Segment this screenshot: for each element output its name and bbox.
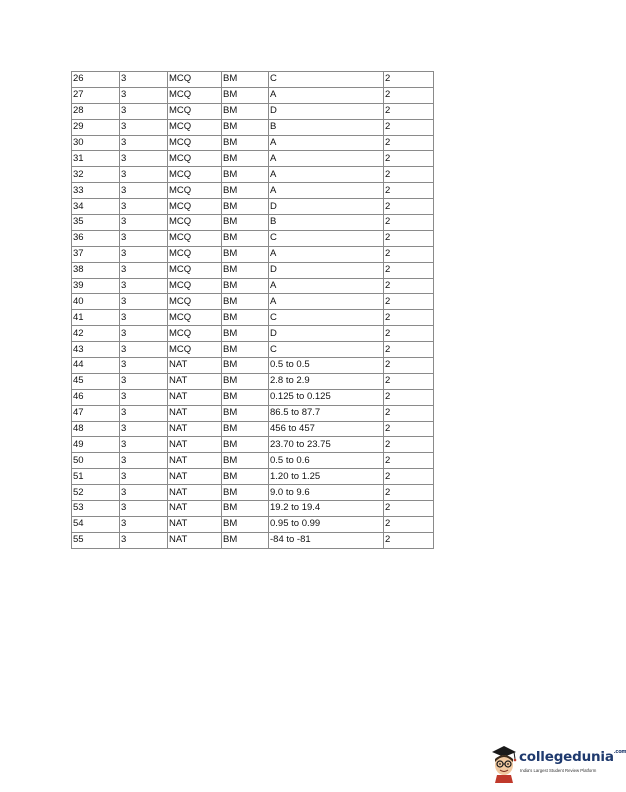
cell-question-type: NAT <box>168 421 222 437</box>
cell-section: 3 <box>120 326 168 342</box>
cell-section: 3 <box>120 294 168 310</box>
cell-question-number: 42 <box>72 326 120 342</box>
cell-question-type: MCQ <box>168 87 222 103</box>
table-row <box>72 87 434 103</box>
cell-section: 3 <box>120 167 168 183</box>
cell-section: 3 <box>120 135 168 151</box>
cell-category: BM <box>222 103 269 119</box>
cell-category: BM <box>222 405 269 421</box>
cell-marks: 2 <box>384 326 434 342</box>
cell-question-type: MCQ <box>168 151 222 167</box>
cell-section: 3 <box>120 246 168 262</box>
cell-category: BM <box>222 135 269 151</box>
cell-marks: 2 <box>384 278 434 294</box>
cell-key: A <box>269 183 384 199</box>
cell-question-type: MCQ <box>168 135 222 151</box>
cell-category: BM <box>222 230 269 246</box>
cell-question-type: MCQ <box>168 310 222 326</box>
cell-category: BM <box>222 532 269 548</box>
cell-question-number: 29 <box>72 119 120 135</box>
cell-section: 3 <box>120 199 168 215</box>
cell-category: BM <box>222 485 269 501</box>
table-row <box>72 342 434 358</box>
cell-section: 3 <box>120 358 168 374</box>
cell-question-number: 30 <box>72 135 120 151</box>
cell-key: A <box>269 278 384 294</box>
cell-question-type: NAT <box>168 373 222 389</box>
cell-key: 1.20 to 1.25 <box>269 469 384 485</box>
cell-category: BM <box>222 358 269 374</box>
cell-question-number: 33 <box>72 183 120 199</box>
table-row <box>72 389 434 405</box>
cell-section: 3 <box>120 389 168 405</box>
cell-key: B <box>269 215 384 231</box>
cell-section: 3 <box>120 437 168 453</box>
cell-question-type: NAT <box>168 358 222 374</box>
cell-question-type: MCQ <box>168 183 222 199</box>
cell-category: BM <box>222 72 269 88</box>
cell-question-type: NAT <box>168 389 222 405</box>
cell-question-number: 36 <box>72 230 120 246</box>
table-row <box>72 246 434 262</box>
cell-section: 3 <box>120 183 168 199</box>
cell-marks: 2 <box>384 310 434 326</box>
cell-section: 3 <box>120 373 168 389</box>
cell-category: BM <box>222 246 269 262</box>
cell-marks: 2 <box>384 151 434 167</box>
cell-marks: 2 <box>384 87 434 103</box>
table-row <box>72 278 434 294</box>
table-row <box>72 437 434 453</box>
cell-section: 3 <box>120 310 168 326</box>
answer-key-table <box>71 71 434 549</box>
cell-marks: 2 <box>384 103 434 119</box>
table-row <box>72 215 434 231</box>
cell-question-type: MCQ <box>168 326 222 342</box>
cell-question-type: MCQ <box>168 215 222 231</box>
cell-category: BM <box>222 326 269 342</box>
cell-section: 3 <box>120 278 168 294</box>
cell-key: 19.2 to 19.4 <box>269 501 384 517</box>
cell-question-number: 55 <box>72 532 120 548</box>
cell-marks: 2 <box>384 421 434 437</box>
cell-marks: 2 <box>384 199 434 215</box>
cell-marks: 2 <box>384 183 434 199</box>
cell-key: D <box>269 199 384 215</box>
cell-marks: 2 <box>384 453 434 469</box>
cell-marks: 2 <box>384 532 434 548</box>
cell-key: A <box>269 135 384 151</box>
table-row <box>72 326 434 342</box>
cell-category: BM <box>222 167 269 183</box>
cell-key: D <box>269 262 384 278</box>
logo-tagline: India's Largest Student Review Platform <box>520 768 597 773</box>
cell-question-number: 54 <box>72 516 120 532</box>
cell-question-type: MCQ <box>168 230 222 246</box>
table-row <box>72 151 434 167</box>
cell-marks: 2 <box>384 215 434 231</box>
cell-question-number: 53 <box>72 501 120 517</box>
logo-wordmark <box>519 749 626 765</box>
cell-category: BM <box>222 183 269 199</box>
cell-key: D <box>269 103 384 119</box>
cell-marks: 2 <box>384 405 434 421</box>
cell-key: 0.5 to 0.6 <box>269 453 384 469</box>
cell-marks: 2 <box>384 469 434 485</box>
cell-section: 3 <box>120 72 168 88</box>
cell-question-number: 50 <box>72 453 120 469</box>
cell-key: 86.5 to 87.7 <box>269 405 384 421</box>
table-row <box>72 119 434 135</box>
cell-marks: 2 <box>384 167 434 183</box>
cell-section: 3 <box>120 151 168 167</box>
cell-section: 3 <box>120 230 168 246</box>
cell-category: BM <box>222 469 269 485</box>
cell-category: BM <box>222 373 269 389</box>
cell-category: BM <box>222 151 269 167</box>
cell-marks: 2 <box>384 135 434 151</box>
cell-question-number: 28 <box>72 103 120 119</box>
cell-section: 3 <box>120 485 168 501</box>
cell-category: BM <box>222 119 269 135</box>
cell-question-type: NAT <box>168 405 222 421</box>
table-row <box>72 501 434 517</box>
cell-marks: 2 <box>384 230 434 246</box>
cell-category: BM <box>222 262 269 278</box>
cell-key: -84 to -81 <box>269 532 384 548</box>
cell-marks: 2 <box>384 246 434 262</box>
cell-category: BM <box>222 278 269 294</box>
cell-category: BM <box>222 421 269 437</box>
cell-marks: 2 <box>384 501 434 517</box>
logo-tld: .com <box>613 749 626 755</box>
cell-key: 2.8 to 2.9 <box>269 373 384 389</box>
cell-question-type: MCQ <box>168 262 222 278</box>
logo-name-text: collegedunia <box>519 749 614 765</box>
cell-category: BM <box>222 294 269 310</box>
cell-question-type: MCQ <box>168 167 222 183</box>
cell-question-number: 27 <box>72 87 120 103</box>
cell-marks: 2 <box>384 373 434 389</box>
cell-category: BM <box>222 437 269 453</box>
cell-question-number: 32 <box>72 167 120 183</box>
cell-question-number: 41 <box>72 310 120 326</box>
table-row <box>72 72 434 88</box>
cell-key: A <box>269 294 384 310</box>
cell-question-type: MCQ <box>168 342 222 358</box>
cell-question-type: MCQ <box>168 103 222 119</box>
table-row <box>72 532 434 548</box>
table-row <box>72 421 434 437</box>
table-row <box>72 103 434 119</box>
cell-category: BM <box>222 516 269 532</box>
cell-key: 456 to 457 <box>269 421 384 437</box>
cell-marks: 2 <box>384 119 434 135</box>
cell-key: 0.125 to 0.125 <box>269 389 384 405</box>
table-row <box>72 294 434 310</box>
cell-question-type: MCQ <box>168 278 222 294</box>
answer-rows <box>72 72 434 549</box>
cell-key: D <box>269 326 384 342</box>
cell-marks: 2 <box>384 437 434 453</box>
table-row <box>72 469 434 485</box>
cell-question-type: NAT <box>168 437 222 453</box>
cell-question-number: 48 <box>72 421 120 437</box>
cell-marks: 2 <box>384 389 434 405</box>
collegedunia-logo <box>489 743 626 783</box>
cell-question-type: NAT <box>168 532 222 548</box>
cell-section: 3 <box>120 215 168 231</box>
cell-question-type: NAT <box>168 485 222 501</box>
cell-category: BM <box>222 389 269 405</box>
cell-question-type: MCQ <box>168 246 222 262</box>
cell-category: BM <box>222 199 269 215</box>
cell-category: BM <box>222 87 269 103</box>
cell-section: 3 <box>120 119 168 135</box>
table-row <box>72 262 434 278</box>
table-row <box>72 453 434 469</box>
cell-question-number: 39 <box>72 278 120 294</box>
cell-key: C <box>269 342 384 358</box>
cell-question-number: 52 <box>72 485 120 501</box>
cell-key: C <box>269 310 384 326</box>
cell-section: 3 <box>120 516 168 532</box>
cell-section: 3 <box>120 405 168 421</box>
cell-marks: 2 <box>384 72 434 88</box>
cell-key: 23.70 to 23.75 <box>269 437 384 453</box>
cell-question-number: 44 <box>72 358 120 374</box>
cell-question-number: 31 <box>72 151 120 167</box>
cell-section: 3 <box>120 103 168 119</box>
cell-section: 3 <box>120 421 168 437</box>
table-row <box>72 405 434 421</box>
table-row <box>72 167 434 183</box>
cell-question-type: MCQ <box>168 294 222 310</box>
cell-question-number: 34 <box>72 199 120 215</box>
cell-question-number: 38 <box>72 262 120 278</box>
cell-question-type: NAT <box>168 469 222 485</box>
cell-category: BM <box>222 501 269 517</box>
table-row <box>72 485 434 501</box>
cell-key: 0.95 to 0.99 <box>269 516 384 532</box>
cell-question-type: NAT <box>168 453 222 469</box>
table-row <box>72 373 434 389</box>
cell-question-number: 37 <box>72 246 120 262</box>
table-row <box>72 199 434 215</box>
cell-question-number: 40 <box>72 294 120 310</box>
cell-question-number: 43 <box>72 342 120 358</box>
cell-question-number: 46 <box>72 389 120 405</box>
cell-key: 9.0 to 9.6 <box>269 485 384 501</box>
cell-question-type: MCQ <box>168 119 222 135</box>
cell-marks: 2 <box>384 342 434 358</box>
table-row <box>72 135 434 151</box>
cell-section: 3 <box>120 262 168 278</box>
cell-marks: 2 <box>384 262 434 278</box>
cell-key: A <box>269 87 384 103</box>
cell-question-type: NAT <box>168 516 222 532</box>
cell-key: A <box>269 151 384 167</box>
cell-key: A <box>269 167 384 183</box>
cell-question-number: 51 <box>72 469 120 485</box>
cell-question-number: 47 <box>72 405 120 421</box>
cell-question-type: MCQ <box>168 199 222 215</box>
cell-section: 3 <box>120 469 168 485</box>
table-row <box>72 516 434 532</box>
table-row <box>72 230 434 246</box>
cell-section: 3 <box>120 453 168 469</box>
cell-marks: 2 <box>384 294 434 310</box>
cell-marks: 2 <box>384 485 434 501</box>
cell-section: 3 <box>120 87 168 103</box>
table-row <box>72 358 434 374</box>
cell-question-number: 26 <box>72 72 120 88</box>
cell-marks: 2 <box>384 516 434 532</box>
cell-category: BM <box>222 342 269 358</box>
cell-key: B <box>269 119 384 135</box>
cell-question-type: NAT <box>168 501 222 517</box>
graduate-mascot-icon <box>489 743 519 783</box>
cell-question-number: 49 <box>72 437 120 453</box>
cell-section: 3 <box>120 532 168 548</box>
cell-category: BM <box>222 310 269 326</box>
cell-question-number: 35 <box>72 215 120 231</box>
cell-key: A <box>269 246 384 262</box>
cell-question-type: MCQ <box>168 72 222 88</box>
table-row <box>72 183 434 199</box>
cell-key: C <box>269 72 384 88</box>
cell-category: BM <box>222 215 269 231</box>
cell-key: C <box>269 230 384 246</box>
cell-section: 3 <box>120 342 168 358</box>
cell-marks: 2 <box>384 358 434 374</box>
table-row <box>72 310 434 326</box>
cell-key: 0.5 to 0.5 <box>269 358 384 374</box>
cell-question-number: 45 <box>72 373 120 389</box>
cell-category: BM <box>222 453 269 469</box>
cell-section: 3 <box>120 501 168 517</box>
